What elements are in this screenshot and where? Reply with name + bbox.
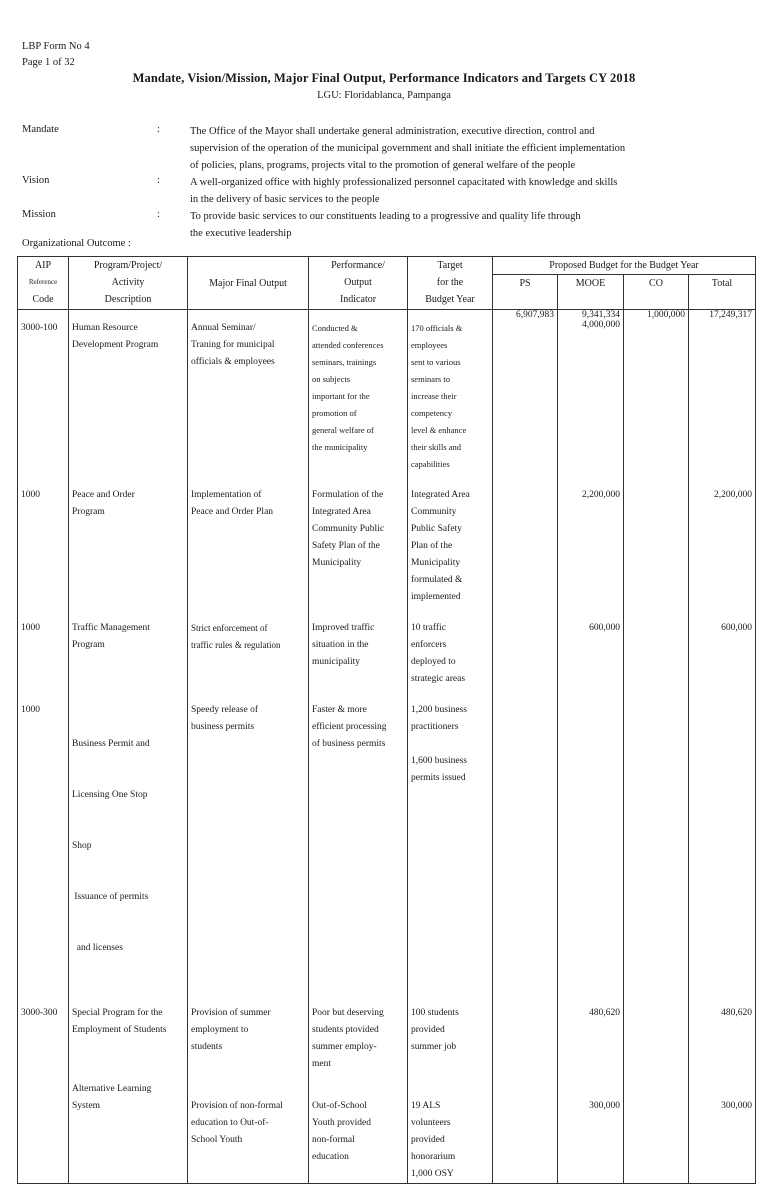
cell-line: Conducted & [312, 323, 358, 333]
mandate-line: supervision of the operation of the municipal government and shall initiate the efficient implementation [190, 143, 626, 154]
mandate-line: of policies, plans, programs, projects vital to the promotion of general welfare of the people [190, 160, 576, 171]
row-program [69, 320, 188, 473]
header-text: Output [344, 277, 372, 288]
cell-line: seminars, trainings [312, 357, 377, 367]
cell-line: Annual Seminar/ [191, 323, 256, 333]
row-mfo [188, 620, 309, 688]
row-code: 3000-100 [18, 320, 69, 473]
row-code: 1000 [18, 487, 69, 606]
header-text: Reference [28, 278, 58, 286]
header-text: Indicator [339, 294, 377, 305]
cell-line: municipality [312, 657, 361, 667]
cell-line: students ptovided [312, 1025, 379, 1035]
cell-line: important for the [312, 391, 370, 401]
cell-line: education to Out-of- [191, 1118, 269, 1128]
cell-line: Program [72, 507, 105, 517]
mandate-line: The Office of the Mayor shall undertake general administration, executive direction, control and [190, 126, 595, 137]
mission-line: To provide basic services to our constituents leading to a progressive and quality life through [190, 211, 581, 222]
total-co: 1,000,000 [624, 310, 689, 321]
cell-line: 1,000 OSY [411, 1169, 454, 1179]
table-row [18, 487, 756, 606]
cell-line: general welfare of [312, 425, 374, 435]
row-total: 480,620 [689, 1005, 756, 1073]
cell-line: Improved traffic [312, 623, 375, 633]
header-text: Performance/ [331, 260, 385, 271]
col-proposed-budget: Proposed Budget for the Budget Year [493, 257, 756, 275]
row-program [69, 702, 188, 991]
row-total: 600,000 [689, 620, 756, 688]
cell-spacer [411, 1081, 489, 1098]
cell-line: level & enhance [411, 425, 467, 435]
cell-line: Strict enforcement of [191, 623, 268, 633]
header-text: Budget Year [425, 294, 475, 305]
cell-line: competency [411, 408, 453, 418]
lgu-label: LGU: Floridablanca, Pampanga [317, 90, 451, 101]
cell-line: Speedy release of [191, 705, 258, 715]
col-indicator [309, 257, 408, 310]
cell-line: School Youth [191, 1135, 243, 1145]
row-target [408, 620, 493, 688]
row-target [408, 1073, 493, 1184]
col-co: CO [624, 275, 689, 310]
cell-line: Business Permit and [72, 739, 150, 749]
row-total [689, 320, 756, 473]
mandate-colon: : [157, 124, 160, 135]
cell-line: efficient processing [312, 722, 387, 732]
cell-line: Employment of Students [72, 1025, 167, 1035]
cell-line: practitioners [411, 722, 459, 732]
header-text: for the [436, 277, 464, 288]
cell-line: non-formal [312, 1135, 355, 1145]
header-text: Activity [111, 277, 145, 288]
row-mfo [188, 1073, 309, 1184]
row-mfo [188, 487, 309, 606]
table-row [18, 1005, 756, 1073]
row-target [408, 702, 493, 991]
cell-line: Out-of-School [312, 1101, 367, 1111]
cell-line: 1,200 business [411, 705, 467, 715]
cell-line: 170 officials & [411, 323, 463, 333]
table-row [18, 320, 756, 473]
cell-line: Integrated Area [411, 490, 470, 500]
cell-line: 19 ALS [411, 1101, 441, 1111]
cell-line: Program [72, 640, 105, 650]
cell-line: Traning for municipal [191, 340, 275, 350]
row-code: 1000 [18, 620, 69, 688]
row-mooe: 4,000,000 [558, 320, 624, 473]
cell-line: Provision of non-formal [191, 1101, 283, 1111]
cell-line: Municipality [312, 558, 362, 568]
page-title: Mandate, Vision/Mission, Major Final Output, Performance Indicators and Targets CY 2018 [132, 71, 636, 85]
cell-line: officials & employees [191, 357, 275, 367]
cell-line: summer job [411, 1042, 457, 1052]
cell-line: volunteers [411, 1118, 451, 1128]
cell-line: Plan of the [411, 541, 453, 551]
row-code: 1000 [18, 702, 69, 991]
cell-line: Integrated Area [312, 507, 371, 517]
cell-line: honorarium [411, 1152, 456, 1162]
row-mooe: 2,200,000 [558, 487, 624, 606]
cell-line: Formulation of the [312, 490, 384, 500]
cell-spacer [312, 1081, 404, 1098]
cell-line: Municipality [411, 558, 461, 568]
cell-line: implemented [411, 592, 461, 602]
mandate-text [190, 123, 730, 174]
cell-line: Peace and Order Plan [191, 507, 274, 517]
cell-line: employees [411, 340, 448, 350]
cell-line: 1,600 business [411, 756, 467, 766]
cell-line: sent to various [411, 357, 461, 367]
form-number: LBP Form No 4 [22, 41, 90, 52]
row-program [69, 620, 188, 688]
total-mooe: 9,341,334 [558, 310, 624, 321]
row-mfo [188, 320, 309, 473]
cell-line: traffic rules & regulation [191, 640, 281, 650]
vision-line: A well-organized office with highly professionalized personnel capacitated with knowledge and skills [190, 177, 618, 188]
cell-line: deployed to [411, 657, 456, 667]
cell-line: Public Safety [411, 524, 462, 534]
cell-line: strategic areas [411, 674, 466, 684]
cell-line: Youth provided [312, 1118, 371, 1128]
row-total: 2,200,000 [689, 487, 756, 606]
col-target [408, 257, 493, 310]
vision-colon: : [157, 175, 160, 186]
vision-label: Vision [22, 175, 50, 186]
row-target [408, 1005, 493, 1073]
col-mooe: MOOE [558, 275, 624, 310]
row-indicator [309, 320, 408, 473]
cell-line: Poor but deserving [312, 1008, 384, 1018]
cell-spacer [411, 736, 489, 753]
row-code [18, 1073, 69, 1184]
cell-line: Community Public [312, 524, 385, 534]
cell-line: Development Program [72, 340, 159, 350]
cell-line: formulated & [411, 575, 463, 585]
col-aip-code [18, 257, 69, 310]
cell-line: promotion of [312, 408, 357, 418]
cell-line: Shop [72, 841, 92, 851]
cell-line: Licensing One Stop [72, 790, 148, 800]
row-mfo [188, 1005, 309, 1073]
row-indicator [309, 487, 408, 606]
row-program [69, 487, 188, 606]
cell-line: Faster & more [312, 705, 367, 715]
cell-line: Traffic Management [72, 623, 150, 633]
row-target [408, 487, 493, 606]
cell-line: provided [411, 1135, 445, 1145]
col-mfo [188, 257, 309, 310]
table-row [18, 1073, 756, 1184]
total-ps: 6,907,983 [493, 310, 558, 321]
cell-line: seminars to [411, 374, 450, 384]
cell-line: Issuance of permits [72, 892, 149, 902]
header-text: Code [32, 294, 54, 305]
cell-line: System [72, 1101, 100, 1111]
page-indicator: Page 1 of 32 [22, 57, 75, 68]
cell-line: 10 traffic [411, 623, 446, 633]
row-indicator [309, 702, 408, 991]
mission-line: the executive leadership [190, 228, 292, 239]
cell-line: Safety Plan of the [312, 541, 380, 551]
cell-spacer [191, 1081, 305, 1098]
row-program [69, 1073, 188, 1184]
cell-line: employment to [191, 1025, 249, 1035]
header-text: Target [437, 260, 463, 271]
col-program [69, 257, 188, 310]
cell-line: permits issued [411, 773, 466, 783]
cell-line: attended conferences [312, 340, 384, 350]
row-target [408, 320, 493, 473]
header-text: Major Final Output [209, 277, 287, 289]
cell-line: Human Resource [72, 323, 138, 333]
row-indicator [309, 1005, 408, 1073]
cell-line: education [312, 1152, 349, 1162]
mission-label: Mission [22, 209, 56, 220]
cell-line: business permits [191, 722, 255, 732]
cell-line: Provision of summer [191, 1008, 271, 1018]
cell-line: and licenses [72, 943, 123, 953]
budget-table [17, 256, 756, 1184]
header-text: AIP [34, 260, 52, 271]
cell-line: summer employ- [312, 1042, 377, 1052]
col-ps: PS [493, 275, 558, 310]
mission-text [190, 208, 730, 242]
cell-line: ment [312, 1059, 331, 1069]
cell-line: their skills and [411, 442, 462, 452]
header-text: Program/Project/ [93, 260, 163, 271]
cell-line: capabilities [411, 459, 450, 469]
row-total: 300,000 [689, 1073, 756, 1184]
row-code: 3000-300 [18, 1005, 69, 1073]
cell-line: enforcers [411, 640, 447, 650]
cell-line: 100 students [411, 1008, 459, 1018]
totals-row [18, 310, 756, 321]
cell-line: students [191, 1042, 223, 1052]
vision-line: in the delivery of basic services to the people [190, 194, 380, 205]
cell-line: Peace and Order [72, 490, 135, 500]
cell-line: increase their [411, 391, 457, 401]
cell-line: of business permits [312, 739, 386, 749]
cell-line: Alternative Learning [72, 1084, 152, 1094]
cell-line: the municipality [312, 442, 368, 452]
cell-line: situation in the [312, 640, 369, 650]
row-indicator [309, 1073, 408, 1184]
row-indicator [309, 620, 408, 688]
vision-text [190, 174, 730, 208]
row-mooe: 300,000 [558, 1073, 624, 1184]
cell-line: Special Program for the [72, 1008, 163, 1018]
row-mfo [188, 702, 309, 991]
cell-line: provided [411, 1025, 445, 1035]
mission-colon: : [157, 209, 160, 220]
header-text: Description [104, 294, 152, 305]
organizational-outcome-label: Organizational Outcome : [22, 238, 131, 249]
row-mooe: 600,000 [558, 620, 624, 688]
mandate-label: Mandate [22, 124, 59, 135]
col-total: Total [689, 275, 756, 310]
row-program [69, 1005, 188, 1073]
row-mooe: 480,620 [558, 1005, 624, 1073]
cell-line: Implementation of [191, 490, 262, 500]
table-row [18, 620, 756, 688]
cell-line: Community [411, 507, 457, 517]
total-total: 17,249,317 [689, 310, 756, 321]
table-row [18, 702, 756, 991]
cell-line: on subjects [312, 374, 351, 384]
